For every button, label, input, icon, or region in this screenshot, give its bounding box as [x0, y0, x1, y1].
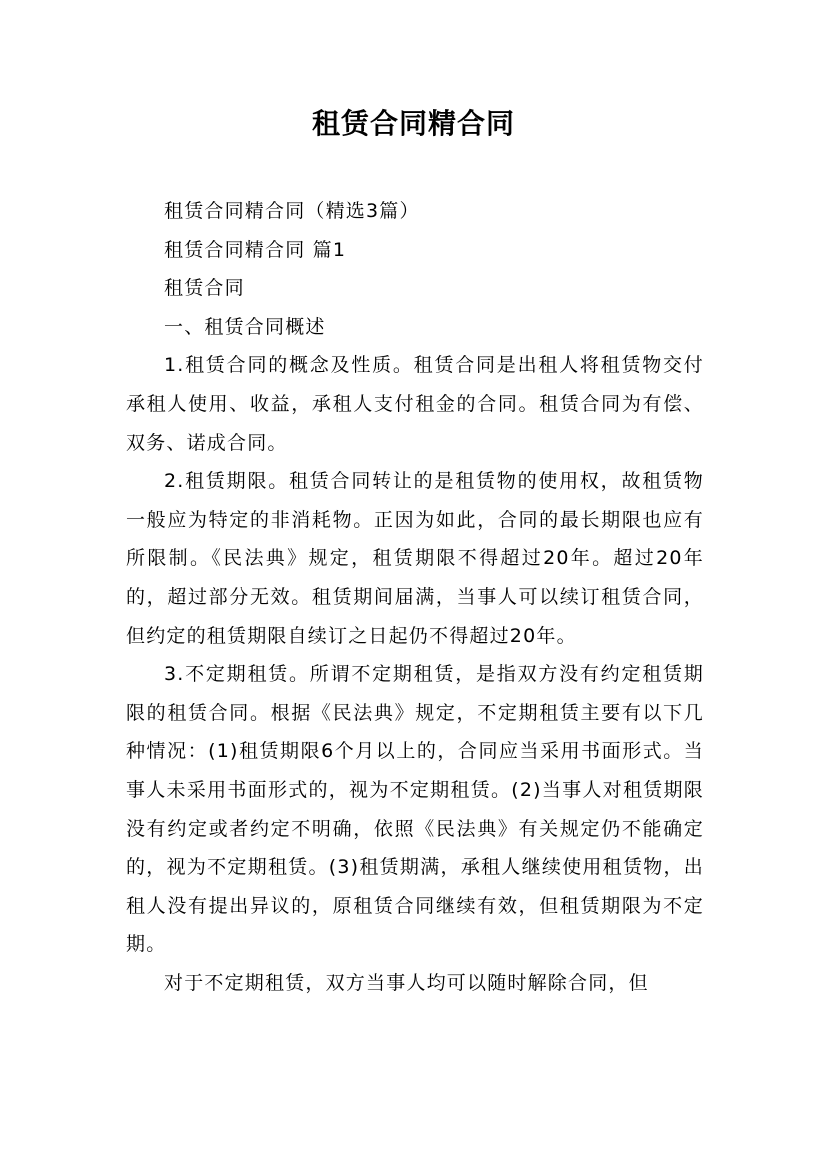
paragraph: 2.租赁期限。租赁合同转让的是租赁物的使用权，故租赁物一般应为特定的非消耗物。正因为如此，合同的最长期限也应有所限制。《民法典》规定，租赁期限不得超过20年。超过20年的，超过部分无效。租赁期间届满，当事人可以续订租赁合同，但约定的租赁期限自续订之日起仍不得超过20年。: [126, 470, 704, 647]
paragraph-heading: 一、租赁合同概述: [164, 315, 326, 338]
document-body: [126, 192, 704, 1002]
paragraph: 1.租赁合同的概念及性质。租赁合同是出租人将租赁物交付承租人使用、收益，承租人支付租金的合同。租赁合同为有偿、双务、诺成合同。: [126, 354, 704, 454]
paragraph: 3.不定期租赁。所谓不定期租赁，是指双方没有约定租赁期限的租赁合同。根据《民法典》规定，不定期租赁主要有以下几种情况：(1)租赁期限6个月以上的，合同应当采用书面形式。当事人未采用书面形式的，视为不定期租赁。(2)当事人对租赁期限没有约定或者约定不明确，依照《民法典》有关规定仍不能确定的，视为不定期租赁。(3)租赁期满，承租人继续使用租赁物，出租人没有提出异议的，原租赁合同继续有效，但租赁期限为不定期。: [126, 663, 704, 956]
document-title: 租赁合同精合同: [311, 107, 515, 140]
paragraph-heading: 租赁合同: [164, 277, 245, 300]
paragraph-section-heading: 租赁合同精合同 篇1: [164, 238, 347, 261]
paragraph: 对于不定期租赁，双方当事人均可以随时解除合同，但: [164, 971, 649, 994]
paragraph-subtitle: 租赁合同精合同（精选3篇）: [164, 200, 420, 222]
